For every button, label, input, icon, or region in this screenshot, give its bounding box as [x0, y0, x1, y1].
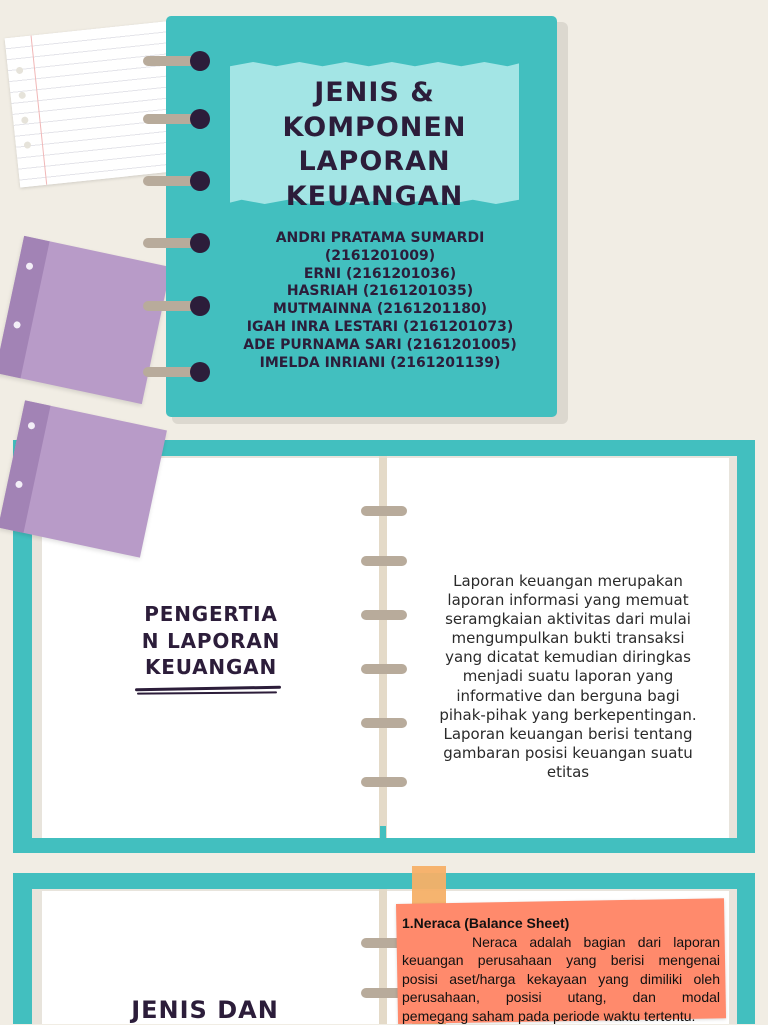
author-line: HASRIAH (2161201035)	[286, 283, 474, 300]
section-title-types: JENIS DAN	[131, 996, 279, 1024]
author-line: ERNI (2161201036)	[303, 265, 457, 282]
section-title-definition: PENGERTIA N LAPORAN KEUANGAN	[141, 602, 281, 679]
author-line: (2161201009)	[324, 247, 436, 264]
author-line: IMELDA INRIANI (2161201139)	[259, 354, 501, 371]
author-line: ADE PURNAMA SARI (2161201005)	[243, 336, 517, 353]
author-line: IGAH INRA LESTARI (2161201073)	[246, 318, 514, 335]
spine-bottom	[380, 826, 386, 838]
author-list	[180, 230, 580, 372]
presentation-title: JENIS & KOMPONEN LAPORAN KEUANGAN	[282, 77, 467, 212]
purple-sticky-note	[0, 236, 171, 404]
author-line: MUTMAINNA (2161201180)	[272, 301, 488, 318]
author-line: ANDRI PRATAMA SUMARDI	[275, 230, 485, 246]
note-heading: 1.Neraca (Balance Sheet)	[402, 915, 570, 931]
notebook-spine	[379, 889, 387, 1024]
balance-sheet-note: 1.Neraca (Balance Sheet) Neraca adalah bagian dari laporan keuangan perusahaan yang berisi mengenai posisi aset/harga kekayaan yang dimiliki oleh perusahaan, posisi utang, dan modal pemegang saham pada periode waktu tertentu.	[402, 915, 720, 1024]
definition-paragraph: Laporan keuangan merupakan laporan informasi yang memuat seramgkaian aktivitas dari mulai mengumpulkan bukti transaksi yang dicatat kemudian diringkas menjadi suatu laporan yang informative dan berguna bagi pihak-pihak yang berkepentingan. Laporan keuangan berisi tentang gambaran posisi keuangan suatu etitas	[439, 572, 697, 781]
